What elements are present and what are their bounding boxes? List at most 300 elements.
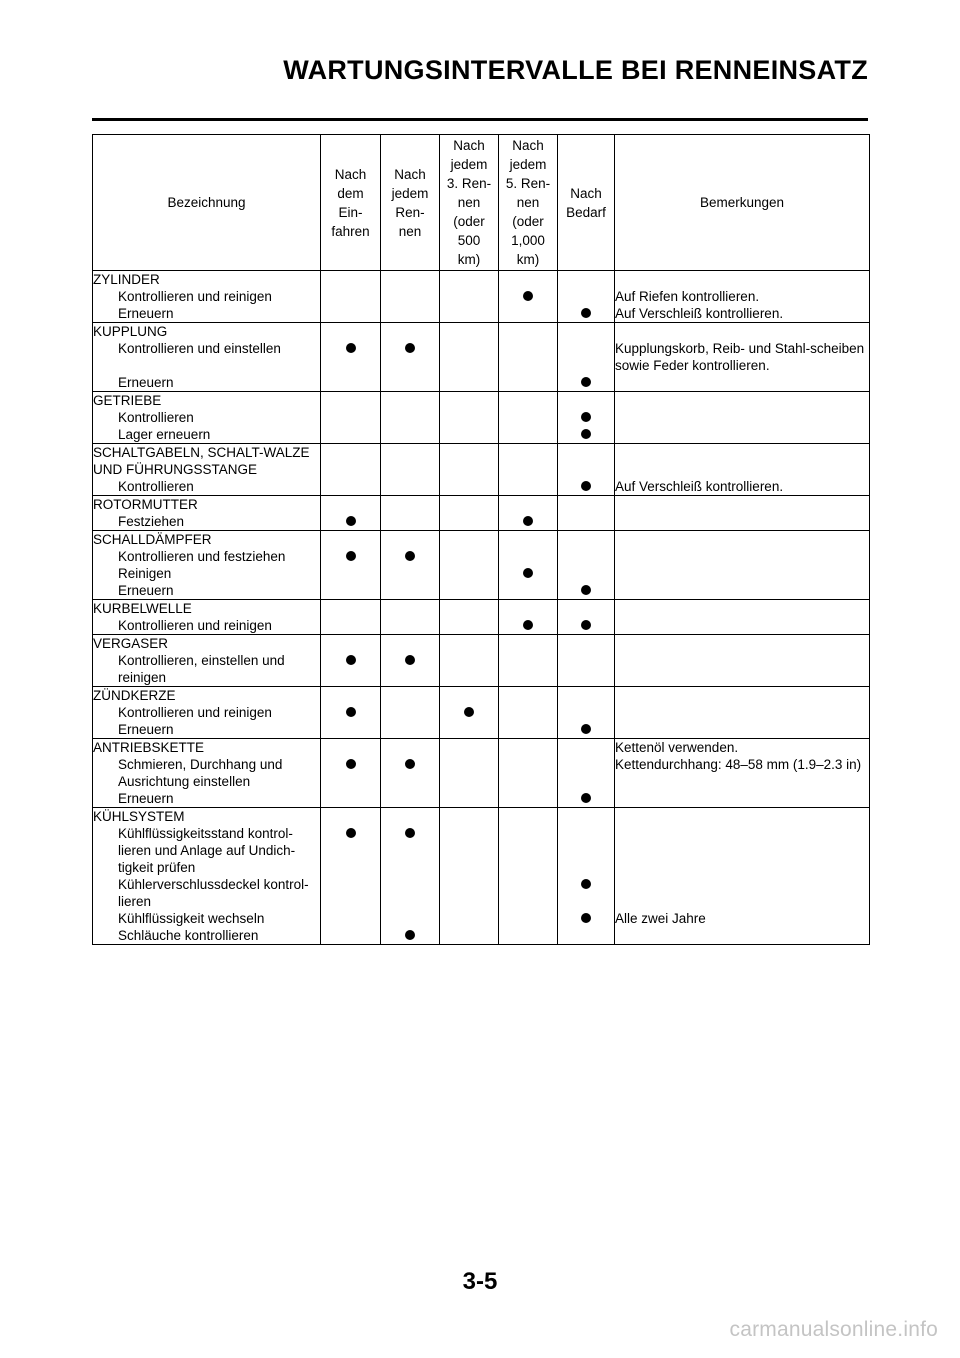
bullet-mark-icon — [346, 655, 356, 665]
group-title: ROTORMUTTER — [93, 496, 321, 514]
bullet-mark-icon — [346, 759, 356, 769]
interval-cell — [558, 687, 615, 705]
table-row — [93, 374, 870, 392]
interval-cell — [321, 756, 381, 790]
row-label: Schmieren, Durchhang und Ausrichtung einstellen — [93, 756, 321, 790]
row-remark — [615, 704, 870, 721]
group-title-row — [93, 496, 870, 514]
interval-cell — [558, 305, 615, 323]
interval-cell — [558, 790, 615, 808]
row-remark — [615, 565, 870, 582]
interval-cell — [321, 600, 381, 618]
interval-cell — [321, 910, 381, 927]
interval-cell — [440, 444, 499, 479]
interval-cell — [381, 478, 440, 496]
interval-cell — [381, 704, 440, 721]
interval-cell — [381, 910, 440, 927]
row-remark — [615, 426, 870, 444]
interval-cell — [381, 565, 440, 582]
interval-cell — [499, 323, 558, 341]
title-rule — [92, 118, 868, 121]
interval-cell — [558, 617, 615, 635]
interval-cell — [440, 704, 499, 721]
interval-cell — [499, 444, 558, 479]
interval-cell — [321, 392, 381, 410]
row-remark: Auf Verschleiß kontrollieren. — [615, 305, 870, 323]
header-remarks: Bemerkungen — [615, 135, 870, 271]
interval-cell — [499, 808, 558, 826]
table-group — [93, 496, 870, 531]
group-remark — [615, 496, 870, 514]
interval-cell — [381, 444, 440, 479]
interval-cell — [321, 426, 381, 444]
interval-cell — [558, 496, 615, 514]
bullet-mark-icon — [523, 291, 533, 301]
interval-cell — [440, 340, 499, 374]
group-remark — [615, 444, 870, 479]
interval-cell — [499, 426, 558, 444]
row-label: Kontrollieren, einstellen und reinigen — [93, 652, 321, 687]
row-remark — [615, 409, 870, 426]
interval-cell — [321, 876, 381, 910]
row-remark — [615, 374, 870, 392]
interval-cell — [558, 635, 615, 653]
group-title: ANTRIEBSKETTE — [93, 739, 321, 757]
interval-cell — [440, 825, 499, 876]
bullet-mark-icon — [581, 308, 591, 318]
interval-cell — [558, 565, 615, 582]
interval-cell — [381, 513, 440, 531]
interval-cell — [440, 600, 499, 618]
bullet-mark-icon — [581, 412, 591, 422]
interval-cell — [381, 790, 440, 808]
interval-cell — [499, 409, 558, 426]
row-remark — [615, 876, 870, 910]
interval-cell — [558, 271, 615, 289]
interval-cell — [558, 910, 615, 927]
row-remark — [615, 652, 870, 687]
interval-cell — [381, 531, 440, 549]
interval-cell — [321, 739, 381, 757]
interval-cell — [440, 426, 499, 444]
group-title-row — [93, 271, 870, 289]
interval-cell — [440, 808, 499, 826]
interval-cell — [499, 635, 558, 653]
interval-cell — [321, 271, 381, 289]
table-group — [93, 531, 870, 600]
bullet-mark-icon — [405, 759, 415, 769]
interval-cell — [321, 652, 381, 687]
interval-cell — [558, 582, 615, 600]
group-remark — [615, 687, 870, 705]
group-title-row — [93, 739, 870, 757]
row-remark — [615, 927, 870, 945]
table-row — [93, 565, 870, 582]
interval-cell — [558, 478, 615, 496]
interval-cell — [558, 721, 615, 739]
interval-cell — [440, 756, 499, 790]
page-number: 3-5 — [462, 1268, 498, 1295]
interval-cell — [321, 444, 381, 479]
bullet-mark-icon — [346, 551, 356, 561]
row-label: Erneuern — [93, 305, 321, 323]
group-remark — [615, 635, 870, 653]
interval-cell — [440, 531, 499, 549]
interval-cell — [321, 496, 381, 514]
table-group — [93, 635, 870, 687]
interval-cell — [321, 409, 381, 426]
interval-cell — [321, 721, 381, 739]
interval-cell — [440, 478, 499, 496]
row-label: Schläuche kontrollieren — [93, 927, 321, 945]
interval-cell — [440, 739, 499, 757]
interval-cell — [381, 808, 440, 826]
interval-cell — [499, 496, 558, 514]
interval-cell — [440, 617, 499, 635]
row-label: Kontrollieren — [93, 409, 321, 426]
bullet-mark-icon — [405, 655, 415, 665]
interval-cell — [440, 582, 499, 600]
interval-cell — [381, 409, 440, 426]
interval-cell — [499, 927, 558, 945]
interval-cell — [321, 340, 381, 374]
interval-cell — [499, 687, 558, 705]
interval-cell — [381, 271, 440, 289]
interval-cell — [440, 652, 499, 687]
interval-cell — [499, 513, 558, 531]
interval-cell — [381, 739, 440, 757]
table-row — [93, 721, 870, 739]
table-group — [93, 808, 870, 945]
row-remark — [615, 790, 870, 808]
group-title-row — [93, 808, 870, 826]
interval-cell — [558, 808, 615, 826]
interval-cell — [440, 409, 499, 426]
interval-cell — [440, 271, 499, 289]
row-label: Kontrollieren und einstellen — [93, 340, 321, 374]
row-remark — [615, 548, 870, 565]
interval-cell — [381, 927, 440, 945]
interval-cell — [499, 565, 558, 582]
table-row — [93, 305, 870, 323]
interval-cell — [381, 617, 440, 635]
interval-cell — [381, 288, 440, 305]
group-title-row — [93, 444, 870, 479]
table-row — [93, 617, 870, 635]
interval-cell — [321, 513, 381, 531]
bullet-mark-icon — [346, 516, 356, 526]
bullet-mark-icon — [346, 828, 356, 838]
interval-cell — [440, 565, 499, 582]
row-remark: Auf Riefen kontrollieren. — [615, 288, 870, 305]
row-remark — [615, 617, 870, 635]
bullet-mark-icon — [581, 793, 591, 803]
interval-cell — [499, 288, 558, 305]
interval-cell — [440, 721, 499, 739]
interval-cell — [321, 478, 381, 496]
row-label: Kontrollieren und reinigen — [93, 617, 321, 635]
interval-cell — [440, 496, 499, 514]
interval-cell — [558, 374, 615, 392]
interval-cell — [558, 739, 615, 757]
interval-cell — [381, 756, 440, 790]
interval-cell — [558, 392, 615, 410]
row-label: Reinigen — [93, 565, 321, 582]
table-group — [93, 271, 870, 323]
interval-cell — [381, 825, 440, 876]
interval-cell — [381, 548, 440, 565]
interval-cell — [440, 513, 499, 531]
interval-cell — [321, 531, 381, 549]
bullet-mark-icon — [581, 724, 591, 734]
interval-cell — [558, 652, 615, 687]
bullet-mark-icon — [523, 620, 533, 630]
row-label: Lager erneuern — [93, 426, 321, 444]
interval-cell — [558, 340, 615, 374]
bullet-mark-icon — [405, 828, 415, 838]
group-title-row — [93, 531, 870, 549]
interval-cell — [321, 288, 381, 305]
bullet-mark-icon — [464, 707, 474, 717]
interval-cell — [499, 739, 558, 757]
interval-cell — [321, 808, 381, 826]
bullet-mark-icon — [581, 879, 591, 889]
table-row — [93, 582, 870, 600]
interval-cell — [558, 927, 615, 945]
watermark: carmanualsonline.info — [729, 1318, 938, 1341]
table-row — [93, 288, 870, 305]
group-remark — [615, 392, 870, 410]
group-remark — [615, 600, 870, 618]
bullet-mark-icon — [523, 568, 533, 578]
row-remark — [615, 721, 870, 739]
bullet-mark-icon — [581, 481, 591, 491]
interval-cell — [558, 756, 615, 790]
interval-cell — [558, 825, 615, 876]
interval-cell — [499, 790, 558, 808]
table-row — [93, 756, 870, 790]
header-every-3-races: Nach jedem 3. Ren- nen (oder 500 km) — [440, 135, 499, 271]
group-title: VERGASER — [93, 635, 321, 653]
row-label: Erneuern — [93, 790, 321, 808]
interval-cell — [499, 340, 558, 374]
table-row — [93, 513, 870, 531]
interval-cell — [499, 600, 558, 618]
interval-cell — [321, 548, 381, 565]
table-row — [93, 478, 870, 496]
interval-cell — [558, 600, 615, 618]
row-remark: Kupplungskorb, Reib- und Stahl-scheiben sowie Feder kontrollieren. — [615, 340, 870, 374]
interval-cell — [499, 374, 558, 392]
interval-cell — [321, 704, 381, 721]
interval-cell — [558, 876, 615, 910]
interval-cell — [499, 910, 558, 927]
interval-cell — [558, 548, 615, 565]
row-label: Kühlflüssigkeitsstand kontrol-lieren und Anlage auf Undich-tigkeit prüfen — [93, 825, 321, 876]
group-title-row — [93, 635, 870, 653]
interval-cell — [499, 825, 558, 876]
interval-cell — [381, 582, 440, 600]
group-remark — [615, 808, 870, 826]
table-row — [93, 704, 870, 721]
interval-cell — [558, 409, 615, 426]
maintenance-table — [92, 134, 870, 945]
header-name: Bezeichnung — [93, 135, 321, 271]
interval-cell — [558, 444, 615, 479]
group-title: KUPPLUNG — [93, 323, 321, 341]
interval-cell — [321, 927, 381, 945]
interval-cell — [381, 305, 440, 323]
interval-cell — [499, 271, 558, 289]
row-remark: Auf Verschleiß kontrollieren. — [615, 478, 870, 496]
header-every-5-races: Nach jedem 5. Ren- nen (oder 1,000 km) — [499, 135, 558, 271]
table-row — [93, 790, 870, 808]
interval-cell — [381, 635, 440, 653]
interval-cell — [440, 548, 499, 565]
row-label: Kontrollieren — [93, 478, 321, 496]
table-row — [93, 927, 870, 945]
interval-cell — [440, 392, 499, 410]
interval-cell — [440, 910, 499, 927]
row-remark — [615, 513, 870, 531]
interval-cell — [440, 790, 499, 808]
interval-cell — [499, 652, 558, 687]
bullet-mark-icon — [405, 551, 415, 561]
bullet-mark-icon — [405, 343, 415, 353]
row-remark — [615, 582, 870, 600]
row-label: Kühlerverschlussdeckel kontrol-lieren — [93, 876, 321, 910]
page-title: WARTUNGSINTERVALLE BEI RENNEINSATZ — [283, 55, 868, 85]
table-row — [93, 652, 870, 687]
table-header — [93, 135, 870, 271]
interval-cell — [440, 323, 499, 341]
bullet-mark-icon — [581, 620, 591, 630]
bullet-mark-icon — [405, 930, 415, 940]
interval-cell — [381, 721, 440, 739]
interval-cell — [321, 617, 381, 635]
interval-cell — [321, 635, 381, 653]
bullet-mark-icon — [346, 707, 356, 717]
group-remark — [615, 323, 870, 341]
interval-cell — [321, 687, 381, 705]
interval-cell — [321, 825, 381, 876]
table-group — [93, 687, 870, 739]
bullet-mark-icon — [523, 516, 533, 526]
interval-cell — [381, 374, 440, 392]
group-title: KÜHLSYSTEM — [93, 808, 321, 826]
interval-cell — [558, 426, 615, 444]
row-label: Kontrollieren und festziehen — [93, 548, 321, 565]
interval-cell — [440, 876, 499, 910]
table-group — [93, 323, 870, 392]
interval-cell — [440, 687, 499, 705]
interval-cell — [558, 704, 615, 721]
table-row — [93, 548, 870, 565]
interval-cell — [321, 323, 381, 341]
row-label: Kontrollieren und reinigen — [93, 704, 321, 721]
table-row — [93, 409, 870, 426]
group-title: GETRIEBE — [93, 392, 321, 410]
interval-cell — [558, 513, 615, 531]
table-row — [93, 876, 870, 910]
group-title-row — [93, 392, 870, 410]
interval-cell — [440, 374, 499, 392]
table-group — [93, 600, 870, 635]
group-title: ZYLINDER — [93, 271, 321, 289]
group-title-row — [93, 687, 870, 705]
interval-cell — [499, 582, 558, 600]
interval-cell — [381, 652, 440, 687]
interval-cell — [499, 531, 558, 549]
header-after-break-in: Nach dem Ein- fahren — [321, 135, 381, 271]
interval-cell — [558, 323, 615, 341]
group-title-row — [93, 323, 870, 341]
bullet-mark-icon — [581, 913, 591, 923]
interval-cell — [381, 600, 440, 618]
group-title: SCHALTGABELN, SCHALT-WALZE UND FÜHRUNGSSTANGE — [93, 444, 321, 479]
group-title: KURBELWELLE — [93, 600, 321, 618]
interval-cell — [558, 288, 615, 305]
interval-cell — [440, 288, 499, 305]
interval-cell — [321, 565, 381, 582]
bullet-mark-icon — [581, 429, 591, 439]
interval-cell — [381, 687, 440, 705]
interval-cell — [440, 305, 499, 323]
bullet-mark-icon — [346, 343, 356, 353]
group-title: ZÜNDKERZE — [93, 687, 321, 705]
bullet-mark-icon — [581, 377, 591, 387]
interval-cell — [381, 876, 440, 910]
interval-cell — [558, 531, 615, 549]
interval-cell — [381, 496, 440, 514]
interval-cell — [499, 617, 558, 635]
row-remark: Alle zwei Jahre — [615, 910, 870, 927]
interval-cell — [321, 790, 381, 808]
row-label: Erneuern — [93, 582, 321, 600]
table-group — [93, 444, 870, 496]
interval-cell — [499, 548, 558, 565]
interval-cell — [321, 305, 381, 323]
group-title-row — [93, 600, 870, 618]
interval-cell — [321, 582, 381, 600]
row-remark — [615, 825, 870, 876]
row-label: Kontrollieren und reinigen — [93, 288, 321, 305]
row-label: Kühlflüssigkeit wechseln — [93, 910, 321, 927]
interval-cell — [321, 374, 381, 392]
group-remark — [615, 531, 870, 549]
row-remark: Kettendurchhang: 48–58 mm (1.9–2.3 in) — [615, 756, 870, 790]
table-group — [93, 392, 870, 444]
interval-cell — [381, 426, 440, 444]
interval-cell — [381, 340, 440, 374]
table-row — [93, 426, 870, 444]
interval-cell — [499, 756, 558, 790]
interval-cell — [499, 392, 558, 410]
interval-cell — [499, 305, 558, 323]
table-row — [93, 340, 870, 374]
group-remark: Kettenöl verwenden. — [615, 739, 870, 757]
interval-cell — [440, 927, 499, 945]
interval-cell — [381, 392, 440, 410]
group-title: SCHALLDÄMPFER — [93, 531, 321, 549]
group-remark — [615, 271, 870, 289]
row-label: Erneuern — [93, 721, 321, 739]
header-every-race: Nach jedem Ren- nen — [381, 135, 440, 271]
header-as-needed: Nach Bedarf — [558, 135, 615, 271]
interval-cell — [381, 323, 440, 341]
table-row — [93, 825, 870, 876]
interval-cell — [499, 704, 558, 721]
